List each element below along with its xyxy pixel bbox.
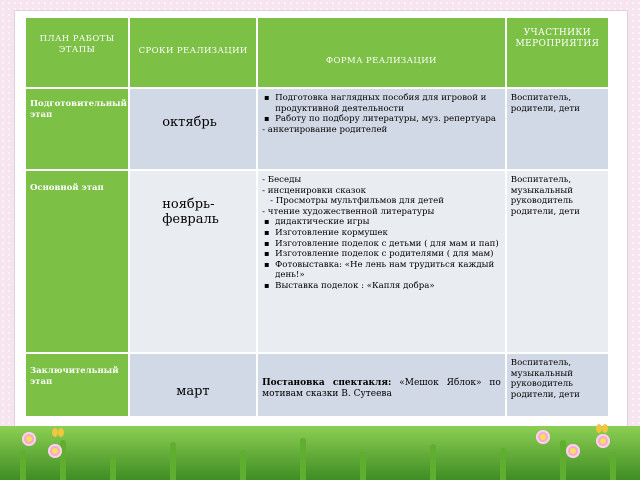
list-item: ▪ дидактические игры [275,217,501,228]
list-item: ▪ Изготовление кормушек [275,228,501,239]
form-line: - Беседы [262,175,302,185]
butterfly-icon [596,424,608,434]
header-participants: УЧАСТНИКИ МЕРОПРИЯТИЯ [506,17,609,88]
stage-cell: Основной этап [25,170,129,353]
participants-cell: Воспитатель, родители, дети [506,88,609,170]
list-item: ▪ Фотовыставка: «Не лень нам трудиться каждый день!» [275,260,501,281]
table-row [25,88,609,170]
list-item: ▪ Работу по подбору литературы, муз. репертуара [275,114,501,125]
butterfly-icon [52,428,64,438]
term-cell: октябрь [129,88,257,170]
flower-icon [22,432,36,446]
table-row [25,353,609,417]
form-bold-label: Постановка спектакля: [262,378,392,388]
form-line: - чтение художественной литературы [262,206,435,217]
stage-cell: Подготовительный этап [25,88,129,170]
header-row [25,17,609,88]
form-line: - анкетирование родителей [262,124,388,135]
list-item: ▪ Выставка поделок : «Капля добра» [275,281,501,292]
table-row [25,170,609,353]
list-item: ▪ Подготовка наглядных пособия для игровой и продуктивной деятельности [275,93,501,114]
list-item: ▪ Изготовление поделок с родителями ( для мам) [275,249,501,260]
flower-icon [596,434,610,448]
term-cell: ноябрь-февраль [129,170,257,353]
form-cell [257,88,506,170]
form-text: «Мешок Яблок» по мотивам сказки В. Сутеева [262,378,501,399]
header-plan: ПЛАН РАБОТЫ ЭТАПЫ [25,17,129,88]
participants-cell: Воспитатель, музыкальный руководитель родители, дети [506,353,609,417]
stage-cell: Заключительный этап [25,353,129,417]
flower-icon [566,444,580,458]
header-form: ФОРМА РЕАЛИЗАЦИИ [257,17,506,88]
flower-icon [48,444,62,458]
list-item: ▪ Изготовление поделок с детьми ( для мам и пап) [275,239,501,250]
form-line: - инсценировки сказок [262,185,366,196]
term-cell: март [129,353,257,417]
form-cell [257,170,506,353]
plan-table [24,16,610,418]
participants-cell: Воспитатель, музыкальный руководитель родители, дети [506,170,609,353]
form-line: - Просмотры мультфильмов для детей [270,196,444,207]
header-dates: СРОКИ РЕАЛИЗАЦИИ [129,17,257,88]
form-cell [257,353,506,417]
flower-icon [536,430,550,444]
